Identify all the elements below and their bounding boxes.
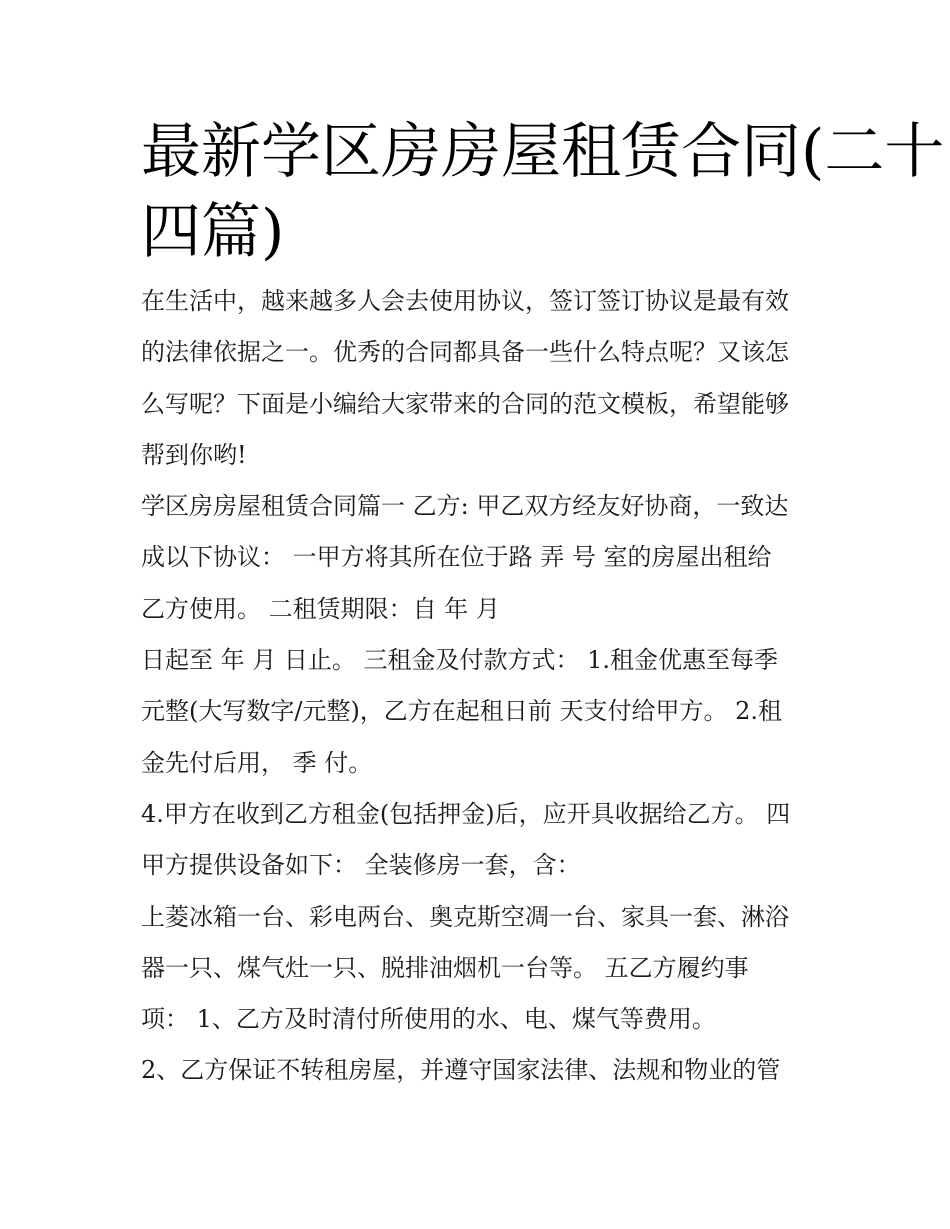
body-line: 甲方提供设备如下： 全装修房一套，含： (141, 851, 581, 880)
body-line: 4.甲方在收到乙方租金(包括押金)后，应开具收据给乙方。 四 (141, 799, 791, 828)
title-line: 最新学区房房屋租赁合同(二十 (141, 117, 945, 187)
body-line: 上菱冰箱一台、彩电两台、奥克斯空凋一台、家具一套、淋浴 (141, 902, 789, 931)
body-line: 器一只、煤气灶一只、脱排油烟机一台等。 五乙方履约事 (141, 953, 749, 982)
body-line: 日起至 年 月 日止。 三租金及付款方式： 1.租金优惠至每季 (141, 646, 779, 675)
body-line: 项： 1、乙方及时清付所使用的水、电、煤气等费用。 (141, 1005, 716, 1034)
body-line: 在生活中，越来越多人会去使用协议，签订签订协议是最有效 (141, 287, 789, 315)
body-line: 元整(大写数字/元整)，乙方在起租日前 天支付给甲方。 2.租 (141, 697, 782, 726)
document-title (141, 112, 945, 272)
body-line: 乙方使用。 二租赁期限：自 年 月 (141, 594, 500, 623)
body-line: 么写呢？下面是小编给大家带来的合同的范文模板，希望能够 (141, 389, 789, 418)
body-line: 的法律依据之一。优秀的合同都具备一些什么特点呢？又该怎 (141, 338, 789, 367)
body-line: 成以下协议： 一甲方将其所在位于路 弄 号 室的房屋出租给 (141, 543, 772, 572)
title-line: 四篇) (141, 197, 285, 267)
body-line: 2、乙方保证不转租房屋，并遵守国家法律、法规和物业的管 (141, 1056, 781, 1085)
body-line: 金先付后用， 季 付。 (141, 748, 373, 777)
body-line: 帮到你哟! (141, 440, 247, 469)
body-line: 学区房房屋租赁合同篇一 乙方: 甲乙双方经友好协商，一致达 (141, 492, 789, 521)
document-body (141, 276, 831, 1097)
